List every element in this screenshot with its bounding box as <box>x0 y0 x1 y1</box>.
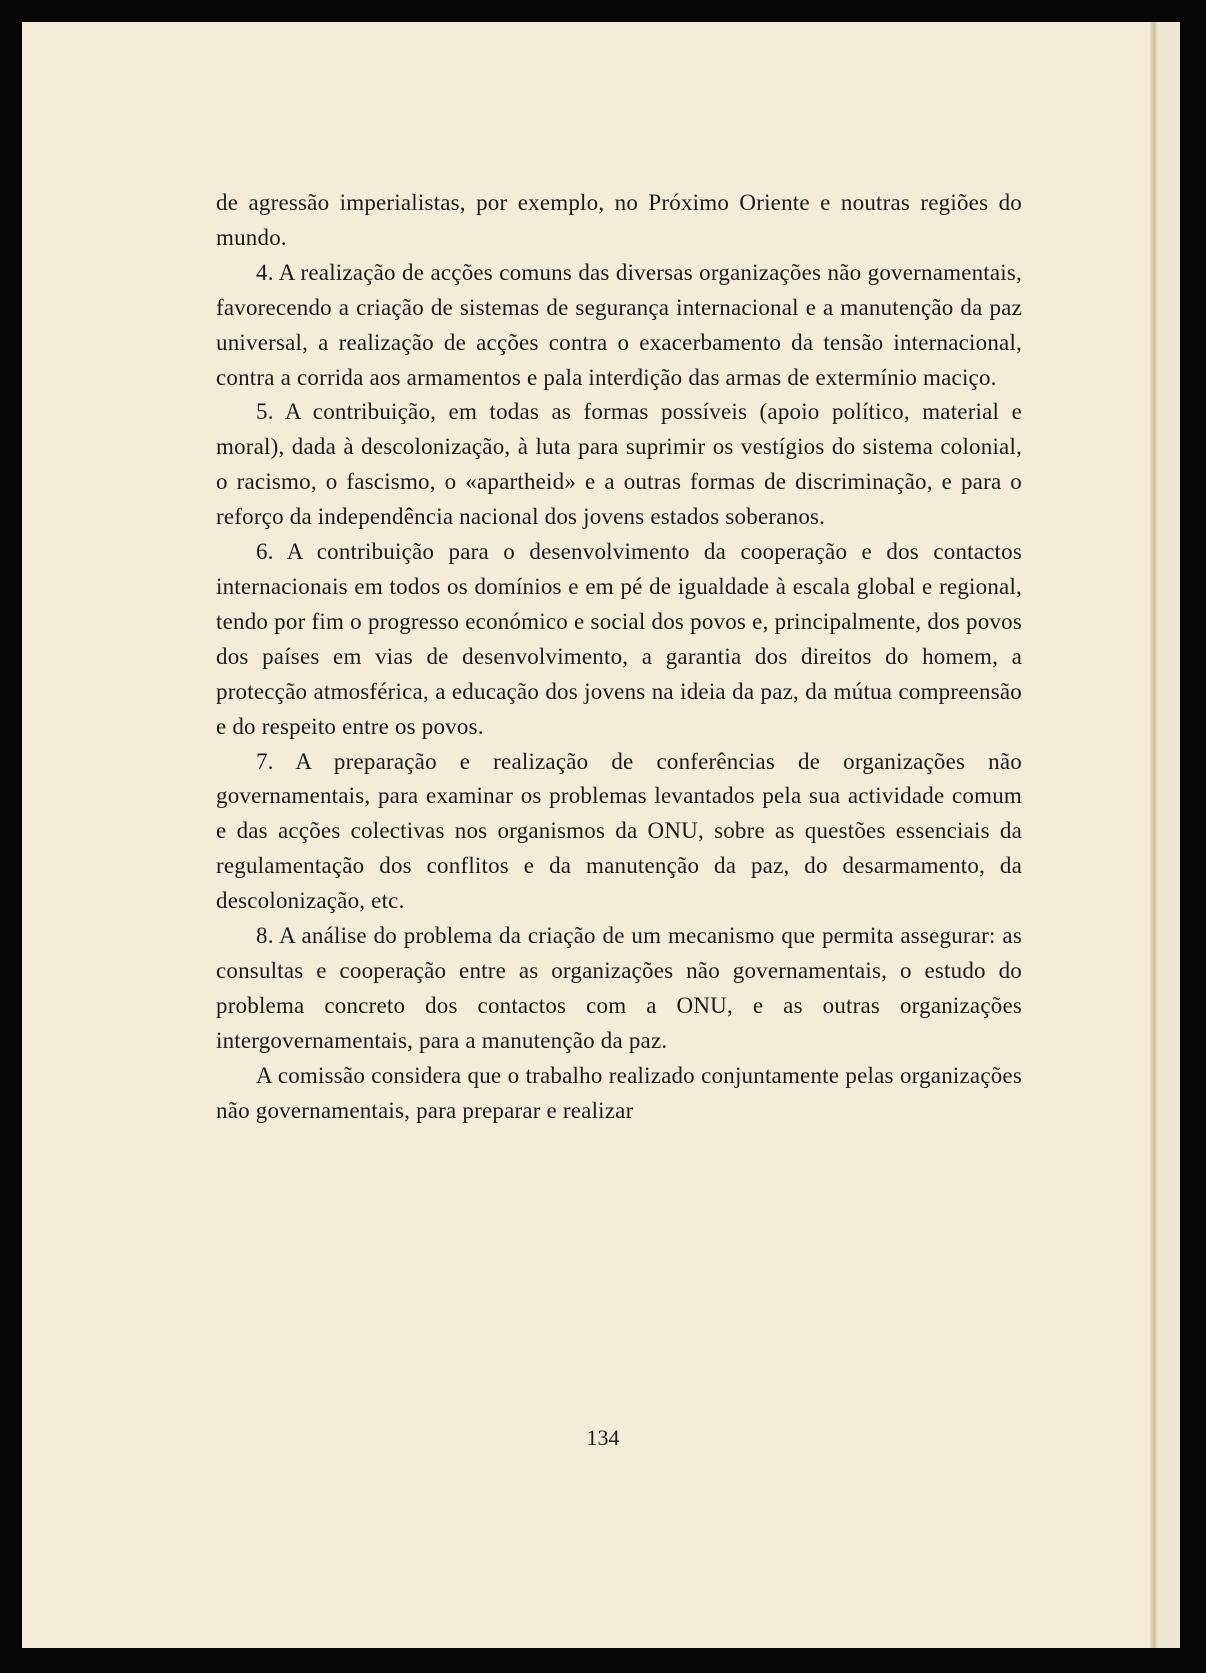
paragraph-item-5: 5. A contribuição, em todas as formas possíveis (apoio político, material e moral), dada à descolonização, à luta para suprimir os vestígios do sistema colonial, o racismo, o fascismo, o «apartheid» e a outras formas de discriminação, e para o reforço da independência nacional dos jovens estados soberanos. <box>216 399 1022 530</box>
paragraph-continuation: de agressão imperialistas, por exemplo, no Próximo Oriente e noutras regiões do mundo. <box>216 190 1022 250</box>
paragraph-closing: A comissão considera que o trabalho realizado conjuntamente pelas organizações não governamentais, para preparar e realizar <box>216 1062 1022 1123</box>
paragraph-item-7: 7. A preparação e realização de conferências de organizações não governamentais, para examinar os problemas levantados pela sua actividade comum e das acções colectivas nos organismos da ONU, sobre as questões essenciais da regulamentação dos conflitos e da manutenção da paz, do desarmamento, da descolonização, etc. <box>216 748 1022 914</box>
body-text <box>216 186 1022 1128</box>
page-number: 134 <box>586 1425 620 1450</box>
book-spine-shadow <box>1150 22 1158 1648</box>
paragraph-item-8: 8. A análise do problema da criação de um mecanismo que permita assegurar: as consultas e cooperação entre as organizações não governamentais, o estudo do problema concreto dos contactos com a ONU, e as outras organizações intergovernamentais, para a manutenção da paz. <box>216 923 1022 1053</box>
paragraph-item-4: 4. A realização de acções comuns das diversas organizações não governamentais, favorecendo a criação de sistemas de segurança internacional e a manutenção da paz universal, a realização de acções contra o exacerbamento da tensão internacional, contra a corrida aos armamentos e pala interdição das armas de extermínio maciço. <box>216 259 1022 390</box>
paragraph-item-6: 6. A contribuição para o desenvolvimento da cooperação e dos contactos internacionais em todos os domínios e em pé de igualdade à escala global e regional, tendo por fim o progresso económico e social dos povos e, principalmente, dos povos dos países em vias de desenvolvimento, a garantia dos direitos do homem, a protecção atmosférica, a educação dos jovens na ideia da paz, da mútua compreensão e do respeito entre os povos. <box>216 539 1022 739</box>
facing-page-edge <box>1158 22 1180 1648</box>
